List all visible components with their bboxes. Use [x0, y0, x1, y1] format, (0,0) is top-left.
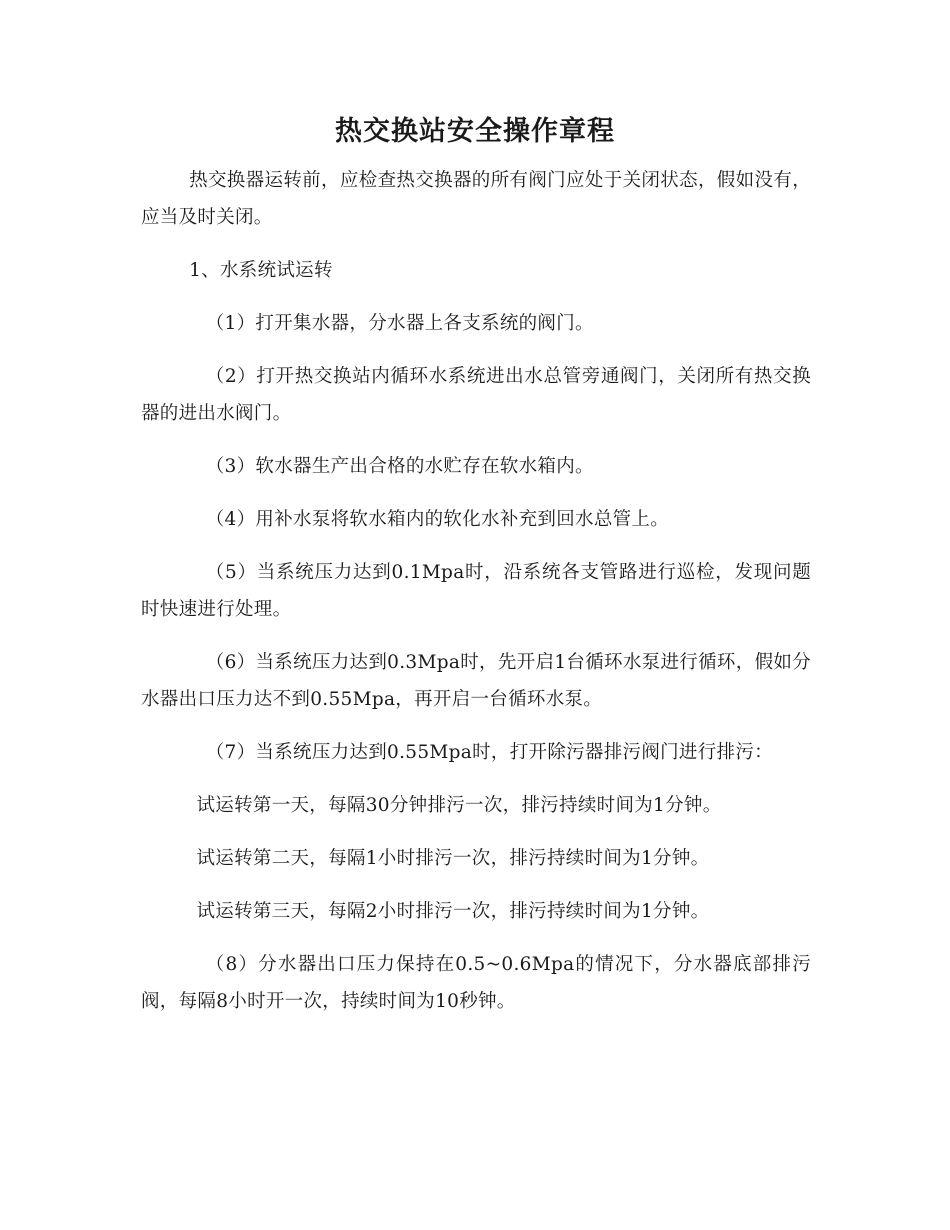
step-5: （5）当系统压力达到0.1Mpa时，沿系统各支管路进行巡检，发现问题时快速进行处理。 — [141, 562, 811, 620]
document-body — [141, 162, 811, 1036]
step-2: （2）打开热交换站内循环水系统进出水总管旁通阀门，关闭所有热交换器的进出水阀门。 — [141, 366, 811, 424]
step-8: （8）分水器出口压力保持在0.5~0.6Mpa的情况下，分水器底部排污阀，每隔8小时开一次，持续时间为10秒钟。 — [141, 954, 811, 1012]
step-7: （7）当系统压力达到0.55Mpa时，打开除污器排污阀门进行排污： — [205, 742, 773, 763]
blowdown-day-2: 试运转第二天，每隔1小时排污一次，排污持续时间为1分钟。 — [196, 848, 710, 869]
section-heading: 1、水系统试运转 — [189, 260, 333, 281]
blowdown-day-3: 试运转第三天，每隔2小时排污一次，排污持续时间为1分钟。 — [196, 901, 710, 922]
step-6: （6）当系统压力达到0.3Mpa时，先开启1台循环水泵进行循环，假如分水器出口压力达不到0.55Mpa，再开启一台循环水泵。 — [141, 652, 811, 710]
intro-paragraph: 热交换器运转前，应检查热交换器的所有阀门应处于关闭状态，假如没有，应当及时关闭。 — [141, 170, 811, 228]
step-4: （4）用补水泵将软水箱内的软化水补充到回水总管上。 — [205, 509, 670, 530]
step-3: （3）软水器生产出合格的水贮存在软水箱内。 — [205, 456, 594, 477]
document-title: 热交换站安全操作章程 — [335, 116, 615, 147]
step-1: （1）打开集水器，分水器上各支系统的阀门。 — [205, 313, 594, 334]
blowdown-day-1: 试运转第一天，每隔30分钟排污一次，排污持续时间为1分钟。 — [196, 795, 722, 816]
